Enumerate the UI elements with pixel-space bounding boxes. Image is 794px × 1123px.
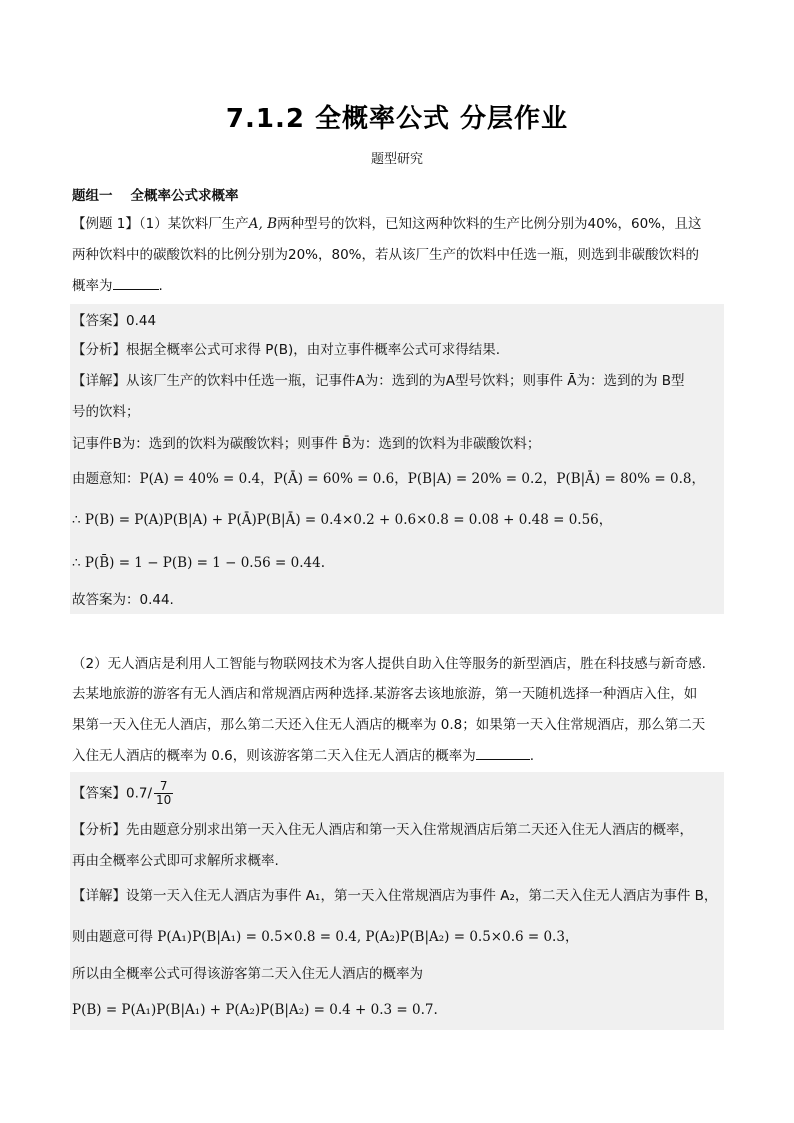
- ex2-answer-blank: [476, 747, 530, 760]
- ex1-q3-text: 概率为: [72, 278, 113, 294]
- ex2-analysis-1: 【分析】先由题意分别求出第一天入住无人酒店和第一天入住常规酒店后第二天还入住无人酒店的概率，: [72, 822, 693, 838]
- ex2-question-line-3: 果第一天入住无人酒店，那么第二天还入住无人酒店的概率为 0.8；如果第一天入住常规酒店，那么第二天: [72, 717, 706, 733]
- ex1-conclusion: 故答案为：0.44.: [72, 592, 174, 608]
- ex2-answer-fraction: [154, 780, 173, 807]
- ex1-detail-6: ∴ P(B̄) = 1 − P(B) = 1 − 0.56 = 0.44.: [72, 555, 326, 571]
- ex2-question-line-1: （2）无人酒店是利用人工智能与物联网技术为客人提供自助入住等服务的新型酒店，胜在科技感与新奇感.: [72, 656, 706, 672]
- ex1-detail-3: 记事件B为：选到的饮料为碳酸饮料；则事件 B̄为：选到的饮料为非碳酸饮料；: [72, 436, 541, 452]
- ex2-question-line-4: [72, 746, 534, 766]
- ex2-detail-3: 所以由全概率公式可得该游客第二天入住无人酒店的概率为: [72, 966, 423, 982]
- group-topic: 全概率公式求概率: [130, 188, 239, 204]
- ex2-detail-1: 【详解】设第一天入住无人酒店为事件 A₁，第一天入住常规酒店为事件 A₂，第二天入住无人酒店为事件 B，: [72, 888, 718, 904]
- ex1-answer-blank: [113, 277, 159, 290]
- ex1-analysis: 【分析】根据全概率公式可求得 P(B)，由对立事件概率公式可求得结果.: [72, 342, 501, 358]
- ex2-q4-text: 入住无人酒店的概率为 0.6，则该游客第二天入住无人酒店的概率为: [72, 748, 476, 764]
- ex2-answer: [72, 780, 173, 807]
- fraction-numerator: 7: [154, 780, 173, 794]
- fraction-denominator: 10: [156, 793, 172, 807]
- ex2-analysis-2: 再由全概率公式即可求解所求概率.: [72, 853, 279, 869]
- ex1-detail-2: 号的饮料；: [72, 404, 140, 420]
- ex2-q4-end: .: [529, 748, 535, 764]
- group-label: 题组一: [72, 188, 113, 204]
- ex1-q-ab: A, B: [248, 216, 277, 232]
- page-title: 7.1.2 全概率公式 分层作业: [225, 104, 569, 134]
- ex1-q-text-b: 两种型号的饮料，已知这两种饮料的生产比例分别为40%，60%，且这: [277, 216, 702, 232]
- ex1-answer: 【答案】0.44: [72, 313, 157, 329]
- ex1-q3-end: .: [158, 278, 163, 294]
- ex2-question-line-2: 去某地旅游的游客有无人酒店和常规酒店两种选择.某游客去该地旅游，第一天随机选择一种酒店入住，如: [72, 686, 698, 702]
- ex1-question-line-1: [72, 214, 702, 234]
- ex1-question-line-3: [72, 276, 163, 296]
- ex1-question-line-2: 两种饮料中的碳酸饮料的比例分别为20%，80%，若从该厂生产的饮料中任选一瓶，则选到非碳酸饮料的: [72, 247, 700, 263]
- page-subtitle: 题型研究: [370, 152, 423, 167]
- ex1-detail-5: ∴ P(B) = P(A)P(B|A) + P(Ā)P(B|Ā) = 0.4×0.2 + 0.6×0.8 = 0.08 + 0.48 = 0.56，: [72, 512, 613, 528]
- ex2-detail-4: P(B) = P(A₁)P(B|A₁) + P(A₂)P(B|A₂) = 0.4 + 0.3 = 0.7.: [72, 1002, 438, 1018]
- ex2-answer-prefix: 【答案】0.7/: [72, 785, 153, 802]
- ex1-detail-4: 由题意知：P(A) = 40% = 0.4，P(Ā) = 60% = 0.6，P(B|A) = 20% = 0.2，P(B|Ā) = 80% = 0.8，: [72, 471, 705, 487]
- group-heading: [72, 184, 239, 204]
- ex1-detail-1: 【详解】从该厂生产的饮料中任选一瓶，记事件A为：选到的为A型号饮料；则事件 Ā为：选到的为 B型: [72, 373, 685, 389]
- ex2-detail-2: 则由题意可得 P(A₁)P(B|A₁) = 0.5×0.8 = 0.4, P(A₂)P(B|A₂) = 0.5×0.6 = 0.3，: [72, 929, 579, 945]
- ex1-q-text-a: 【例题 1】（1）某饮料厂生产: [72, 216, 249, 232]
